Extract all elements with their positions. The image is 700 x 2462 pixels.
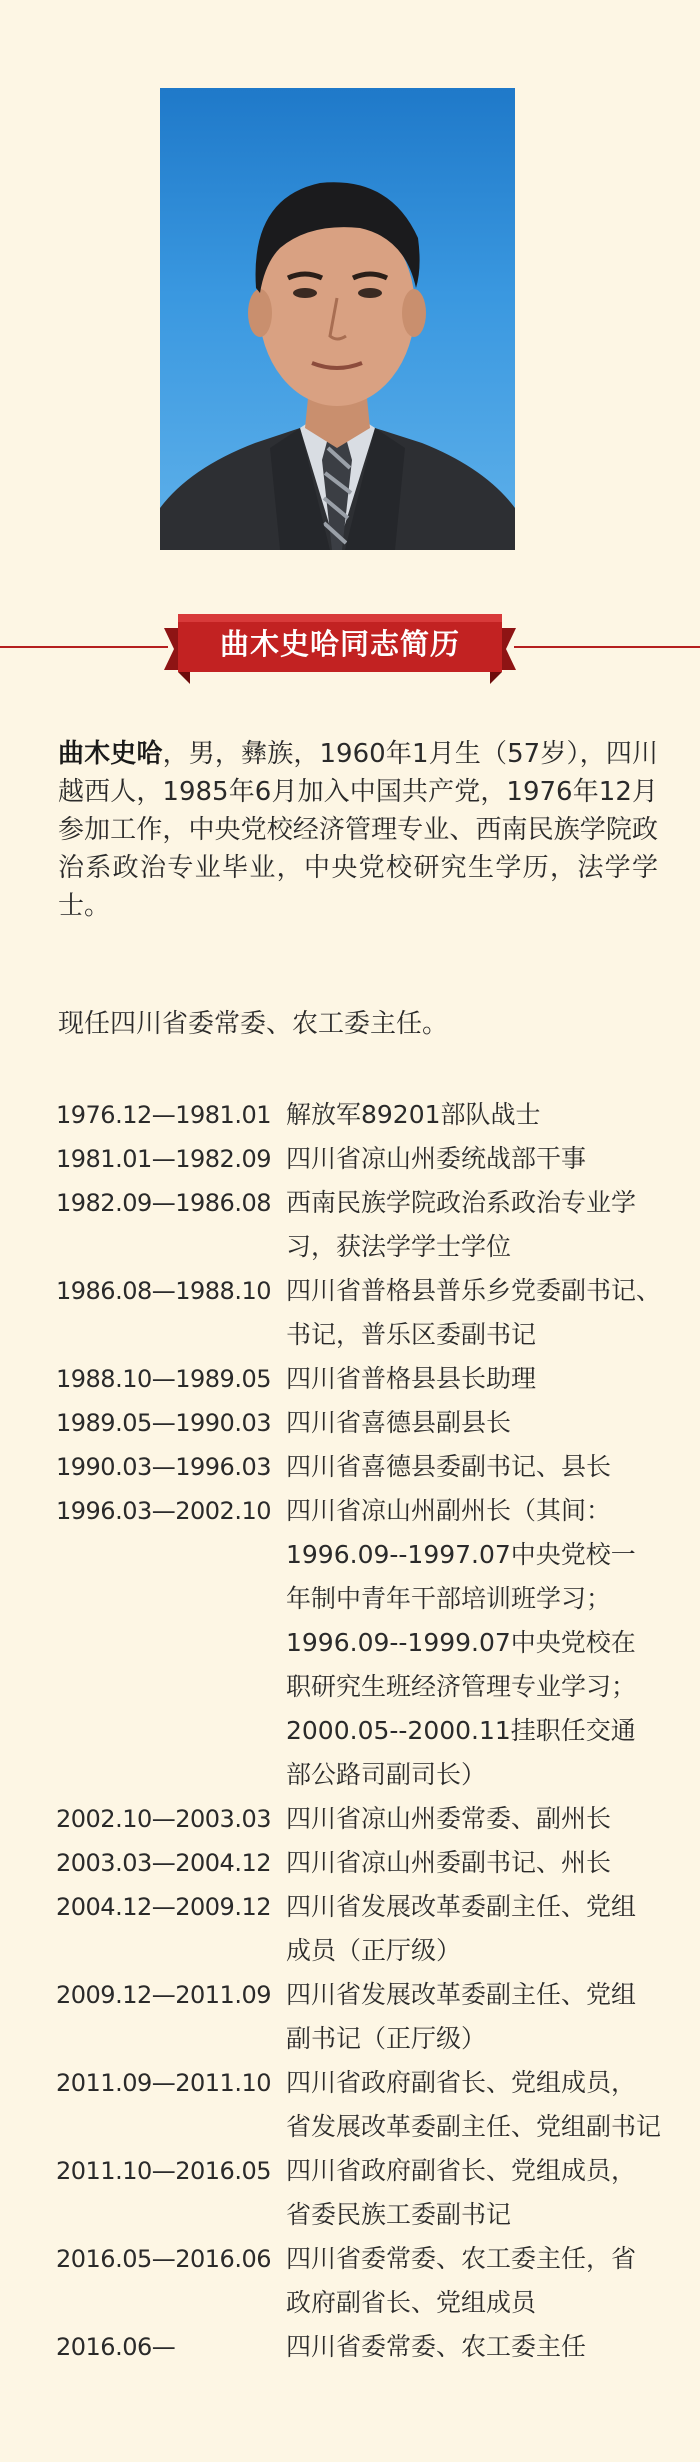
timeline-description-line: 副书记（正厅级）: [286, 2024, 487, 2053]
timeline-description-line: 四川省普格县普乐乡党委副书记、: [286, 1276, 662, 1305]
timeline-description: [286, 1269, 671, 1357]
timeline-date: 1988.10—1989.05: [56, 1365, 271, 1393]
timeline-date: 2002.10—2003.03: [56, 1805, 271, 1833]
timeline-description: [286, 1093, 671, 1137]
timeline-row: [56, 1357, 676, 1401]
timeline-description-line: 年制中青年干部培训班学习；: [286, 1584, 612, 1613]
timeline-row: [56, 1841, 676, 1885]
timeline-date: 2003.03—2004.12: [56, 1849, 271, 1877]
current-position: 现任四川省委常委、农工委主任。: [58, 1009, 449, 1039]
timeline-description-line: 四川省发展改革委副主任、党组: [286, 1980, 637, 2009]
timeline-description-line: 省委民族工委副书记: [286, 2200, 512, 2229]
timeline-description: [286, 1357, 671, 1401]
timeline-date: 1981.01—1982.09: [56, 1145, 271, 1173]
timeline-description: [286, 2237, 671, 2325]
timeline-description-line: 书记，普乐区委副书记: [286, 1320, 537, 1349]
timeline-date: 1982.09—1986.08: [56, 1189, 271, 1217]
timeline-description-line: 四川省凉山州副州长（其间：: [286, 1496, 612, 1525]
banner-line-right: [514, 646, 700, 648]
timeline-description-line: 职研究生班经济管理专业学习；: [286, 1672, 637, 1701]
banner-title: 曲木史哈同志简历: [219, 626, 460, 661]
timeline-description: [286, 1137, 671, 1181]
timeline-description-line: 四川省凉山州委副书记、州长: [286, 1848, 612, 1877]
timeline-description-line: 政府副省长、党组成员: [286, 2288, 537, 2317]
intro-text: ，男，彝族，1960年1月生（57岁），四川越西人，1985年6月加入中国共产党，1976年12月参加工作，中央党校经济管理专业、西南民族学院政治系政治专业毕业，中央党校研究生学历，法学学士。: [58, 739, 658, 921]
timeline-row: [56, 1093, 676, 1137]
timeline-row: [56, 1137, 676, 1181]
timeline-row: [56, 2237, 676, 2325]
timeline-date: 2011.10—2016.05: [56, 2157, 271, 2185]
timeline-row: [56, 1401, 676, 1445]
timeline-description: [286, 1973, 671, 2061]
timeline-date: 2011.09—2011.10: [56, 2069, 271, 2097]
intro-paragraph: [58, 735, 658, 925]
timeline-description: [286, 1401, 671, 1445]
timeline-description-line: 四川省发展改革委副主任、党组: [286, 1892, 637, 1921]
timeline-description-line: 习，获法学学士学位: [286, 1232, 512, 1261]
timeline-row: [56, 2061, 676, 2149]
timeline-row: [56, 1489, 676, 1797]
timeline-description: [286, 1841, 671, 1885]
timeline-row: [56, 1445, 676, 1489]
timeline-description-line: 四川省委常委、农工委主任: [286, 2332, 587, 2361]
timeline-date: 1986.08—1988.10: [56, 1277, 271, 1305]
timeline-date: 2016.05—2016.06: [56, 2245, 271, 2273]
portrait-photo: [160, 88, 515, 550]
timeline-description-line: 部公路司副司长）: [286, 1760, 487, 1789]
title-banner: [160, 608, 520, 688]
timeline-row: [56, 2325, 676, 2369]
timeline-description-line: 解放军89201部队战士: [286, 1100, 541, 1129]
timeline-description: [286, 1445, 671, 1489]
timeline-description-line: 四川省喜德县副县长: [286, 1408, 512, 1437]
timeline-date: 2004.12—2009.12: [56, 1893, 271, 1921]
timeline-description-line: 四川省政府副省长、党组成员，: [286, 2068, 637, 2097]
timeline-description-line: 1996.09--1999.07中央党校在: [286, 1628, 636, 1657]
timeline-row: [56, 1181, 676, 1269]
timeline-date: 1976.12—1981.01: [56, 1101, 271, 1129]
timeline-description-line: 2000.05--2000.11挂职任交通: [286, 1716, 636, 1745]
timeline-description: [286, 2149, 671, 2237]
timeline-row: [56, 1269, 676, 1357]
banner-line-left: [0, 646, 168, 648]
timeline-date: 1989.05—1990.03: [56, 1409, 271, 1437]
timeline-description-line: 四川省委常委、农工委主任，省: [286, 2244, 637, 2273]
timeline-description-line: 四川省凉山州委统战部干事: [286, 1144, 587, 1173]
timeline-description-line: 四川省政府副省长、党组成员，: [286, 2156, 637, 2185]
career-timeline: [56, 1093, 676, 2369]
timeline-description-line: 1996.09--1997.07中央党校一: [286, 1540, 636, 1569]
timeline-description-line: 四川省喜德县委副书记、县长: [286, 1452, 612, 1481]
timeline-description-line: 成员（正厅级）: [286, 1936, 462, 1965]
timeline-description: [286, 2325, 671, 2369]
timeline-description: [286, 2061, 671, 2149]
timeline-description-line: 西南民族学院政治系政治专业学: [286, 1188, 637, 1217]
timeline-description-line: 省发展改革委副主任、党组副书记: [286, 2112, 662, 2141]
timeline-row: [56, 2149, 676, 2237]
timeline-row: [56, 1973, 676, 2061]
timeline-description: [286, 1885, 671, 1973]
timeline-date: 1996.03—2002.10: [56, 1497, 271, 1525]
timeline-description-line: 四川省普格县县长助理: [286, 1364, 537, 1393]
timeline-date: 2016.06—: [56, 2333, 176, 2361]
timeline-description: [286, 1489, 671, 1797]
timeline-row: [56, 1885, 676, 1973]
timeline-date: 1990.03—1996.03: [56, 1453, 271, 1481]
timeline-description: [286, 1181, 671, 1269]
timeline-row: [56, 1797, 676, 1841]
person-name: 曲木史哈: [58, 739, 163, 769]
timeline-description: [286, 1797, 671, 1841]
timeline-date: 2009.12—2011.09: [56, 1981, 271, 2009]
timeline-description-line: 四川省凉山州委常委、副州长: [286, 1804, 612, 1833]
